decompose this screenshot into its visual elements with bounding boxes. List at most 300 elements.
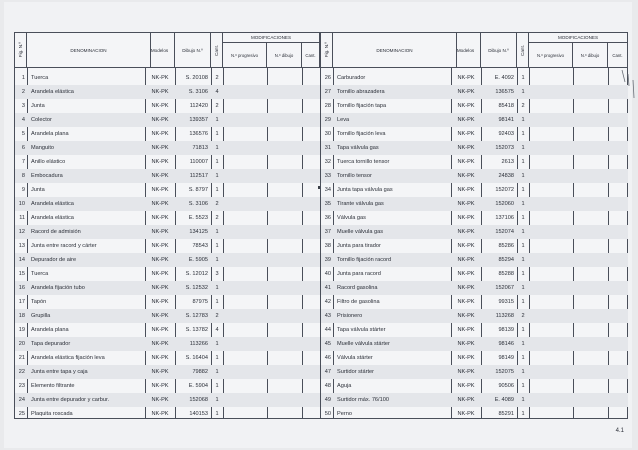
table-row <box>15 393 320 407</box>
cell-denominacion: Racord gasolina <box>337 285 378 291</box>
cell-fig: 1 <box>21 75 25 81</box>
cell-denominacion: Muelle válvula gas <box>337 229 384 235</box>
table-row <box>15 323 320 337</box>
cell-dibujo: S. 16404 <box>185 355 208 361</box>
cell-dibujo: 152060 <box>495 201 514 207</box>
cell-cant: 1 <box>521 173 525 179</box>
cell-modelo: NK-PK <box>457 383 475 389</box>
header-modificaciones-label: MODIFICACIONES <box>529 33 627 43</box>
table-row <box>15 127 320 141</box>
table-left-half <box>15 33 320 418</box>
cell-denominacion: Tuerca <box>31 271 49 277</box>
table-row <box>15 253 320 267</box>
cell-denominacion: Anillo elástico <box>31 159 66 165</box>
table-row <box>321 197 628 211</box>
cell-fig: 39 <box>324 257 331 263</box>
cell-dibujo: 99315 <box>498 299 514 305</box>
cell-denominacion: Junta <box>31 187 45 193</box>
header-cant <box>211 33 223 67</box>
cell-cant: 1 <box>521 159 525 165</box>
cell-dibujo: 139357 <box>189 117 208 123</box>
cell-denominacion: Prisionero <box>337 313 363 319</box>
cell-cant: 1 <box>215 243 219 249</box>
cell-cant: 1 <box>521 271 525 277</box>
cell-modelo: NK-PK <box>457 159 475 165</box>
header-dibujo-label: Dibujo N.º <box>182 47 203 53</box>
cell-modelo: NK-PK <box>151 75 169 81</box>
cell-cant: 2 <box>215 201 219 207</box>
cell-dibujo: 134125 <box>189 229 208 235</box>
header-denominacion <box>27 33 151 67</box>
table-row <box>15 99 320 113</box>
cell-modelo: NK-PK <box>151 145 169 151</box>
header-mod-cant: Cant. <box>608 43 628 67</box>
cell-modelo: NK-PK <box>457 355 475 361</box>
cell-cant: 1 <box>215 383 219 389</box>
table-row <box>15 85 320 99</box>
cell-dibujo: 113268 <box>495 313 514 319</box>
cell-denominacion: Tornillo fijación leva <box>337 131 386 137</box>
cell-cant: 1 <box>521 285 525 291</box>
cell-dibujo: 85291 <box>498 411 514 417</box>
cell-fig: 45 <box>324 341 331 347</box>
cell-cant: 1 <box>521 397 525 403</box>
cell-modelo: NK-PK <box>151 355 169 361</box>
cell-fig: 27 <box>324 89 331 95</box>
header-cant <box>517 33 529 67</box>
table-row <box>321 295 628 309</box>
cell-cant: 1 <box>521 299 525 305</box>
cell-fig: 37 <box>324 229 331 235</box>
cell-dibujo: 85286 <box>498 243 514 249</box>
cell-denominacion: Manguito <box>31 145 55 151</box>
cell-modelo: NK-PK <box>151 383 169 389</box>
table-header <box>15 33 320 68</box>
cell-fig: 20 <box>18 341 25 347</box>
cell-cant: 1 <box>215 341 219 347</box>
cell-modelo: NK-PK <box>151 397 169 403</box>
cell-dibujo: 87975 <box>192 299 208 305</box>
table-row <box>15 197 320 211</box>
cell-modelo: NK-PK <box>457 243 475 249</box>
cell-cant: 2 <box>215 75 219 81</box>
cell-dibujo: 98146 <box>498 341 514 347</box>
cell-fig: 21 <box>18 355 25 361</box>
cell-modelo: NK-PK <box>457 257 475 263</box>
cell-fig: 40 <box>324 271 331 277</box>
cell-modelo: NK-PK <box>151 173 169 179</box>
header-n-progresivo: N.º progresivo <box>223 43 267 67</box>
cell-fig: 23 <box>18 383 25 389</box>
header-n-dibujo: N.º dibujo <box>267 43 302 67</box>
cell-dibujo: 85288 <box>498 271 514 277</box>
cell-denominacion: Embocadura <box>31 173 63 179</box>
cell-fig: 24 <box>18 397 25 403</box>
cell-cant: 1 <box>521 411 525 417</box>
cell-dibujo: 112517 <box>189 173 208 179</box>
table-row <box>321 141 628 155</box>
cell-dibujo: 152068 <box>189 397 208 403</box>
cell-dibujo: 140153 <box>189 411 208 417</box>
cell-denominacion: Carburador <box>337 75 366 81</box>
header-modificaciones <box>529 33 628 67</box>
cell-dibujo: 136575 <box>495 89 514 95</box>
cell-dibujo: 137106 <box>495 215 514 221</box>
cell-modelo: NK-PK <box>457 313 475 319</box>
table-row <box>15 71 320 85</box>
cell-cant: 1 <box>521 201 525 207</box>
cell-fig: 49 <box>324 397 331 403</box>
cell-dibujo: 110007 <box>189 159 208 165</box>
cell-dibujo: E. 5904 <box>188 383 208 389</box>
cell-fig: 38 <box>324 243 331 249</box>
cell-dibujo: S. 8797 <box>188 187 208 193</box>
cell-denominacion: Tapa depurador <box>31 341 71 347</box>
header-modelos <box>145 33 175 67</box>
cell-modelo: NK-PK <box>457 131 475 137</box>
cell-denominacion: Arandela elástica fijación leva <box>31 355 105 361</box>
cell-modelo: NK-PK <box>151 341 169 347</box>
cell-modelo: NK-PK <box>151 243 169 249</box>
cell-denominacion: Surtidor stárter <box>337 369 374 375</box>
cell-denominacion: Tornillo abrazadera <box>337 89 385 95</box>
cell-denominacion: Grupilla <box>31 313 51 319</box>
table-row <box>321 183 628 197</box>
cell-dibujo: S. 12532 <box>185 285 208 291</box>
table-row <box>321 71 628 85</box>
cell-modelo: NK-PK <box>457 103 475 109</box>
cell-fig: 33 <box>324 173 331 179</box>
cell-denominacion: Tapón <box>31 299 47 305</box>
cell-fig: 41 <box>324 285 331 291</box>
cell-denominacion: Junta para racord <box>337 271 381 277</box>
page-number: 4.1 <box>615 428 624 434</box>
cell-fig: 4 <box>21 117 25 123</box>
table-row <box>15 141 320 155</box>
table-row <box>321 281 628 295</box>
cell-cant: 2 <box>521 313 525 319</box>
header-modelos-label: Modelos <box>456 47 475 53</box>
header-modelos-label: Modelos <box>150 47 169 53</box>
cell-modelo: NK-PK <box>151 285 169 291</box>
cell-modelo: NK-PK <box>457 397 475 403</box>
cell-modelo: NK-PK <box>457 327 475 333</box>
table-row <box>15 267 320 281</box>
cell-modelo: NK-PK <box>151 201 169 207</box>
cell-denominacion: Elemento filtrante <box>31 383 75 389</box>
cell-modelo: NK-PK <box>151 117 169 123</box>
table-row <box>321 309 628 323</box>
cell-cant: 2 <box>215 103 219 109</box>
cell-cant: 1 <box>521 243 525 249</box>
cell-modelo: NK-PK <box>457 369 475 375</box>
cell-fig: 6 <box>21 145 25 151</box>
cell-cant: 1 <box>521 187 525 193</box>
cell-fig: 10 <box>18 201 25 207</box>
table-right-half <box>320 33 628 418</box>
scan-pen-marks <box>619 68 638 108</box>
table-row <box>321 393 628 407</box>
table-row <box>15 309 320 323</box>
cell-modelo: NK-PK <box>457 285 475 291</box>
header-modificaciones-label: MODIFICACIONES <box>223 33 319 43</box>
table-row <box>321 253 628 267</box>
cell-fig: 15 <box>18 271 25 277</box>
cell-fig: 2 <box>21 89 25 95</box>
table-row <box>15 379 320 393</box>
cell-dibujo: 136576 <box>189 131 208 137</box>
cell-dibujo: 98149 <box>498 355 514 361</box>
cell-cant: 1 <box>215 187 219 193</box>
cell-denominacion: Depurador de aire <box>31 257 77 263</box>
cell-denominacion: Muelle válvula stárter <box>337 341 390 347</box>
cell-cant: 1 <box>215 355 219 361</box>
cell-modelo: NK-PK <box>457 215 475 221</box>
cell-dibujo: E. 4092 <box>494 75 514 81</box>
cell-dibujo: S. 12783 <box>185 313 208 319</box>
table-row <box>321 113 628 127</box>
cell-dibujo: 78543 <box>192 243 208 249</box>
header-modificaciones <box>223 33 320 67</box>
table-row <box>321 99 628 113</box>
cell-cant: 1 <box>215 257 219 263</box>
cell-cant: 1 <box>521 229 525 235</box>
cell-cant: 1 <box>521 215 525 221</box>
cell-denominacion: Arandela elástica <box>31 215 74 221</box>
cell-cant: 1 <box>521 369 525 375</box>
parts-table <box>14 32 628 419</box>
table-row <box>15 239 320 253</box>
header-fig-label: Fig. N.º <box>18 42 23 58</box>
cell-cant: 1 <box>215 159 219 165</box>
cell-dibujo: 152073 <box>495 145 514 151</box>
cell-cant: 1 <box>215 299 219 305</box>
cell-fig: 43 <box>324 313 331 319</box>
cell-denominacion: Arandela fijación tubo <box>31 285 85 291</box>
cell-cant: 1 <box>215 369 219 375</box>
table-header <box>321 33 628 68</box>
table-row <box>15 407 320 421</box>
table-row <box>321 351 628 365</box>
cell-cant: 1 <box>521 131 525 137</box>
cell-fig: 29 <box>324 117 331 123</box>
cell-dibujo: S. 20108 <box>185 75 208 81</box>
cell-dibujo: S. 3106 <box>188 201 208 207</box>
cell-denominacion: Leva <box>337 117 350 123</box>
cell-fig: 22 <box>18 369 25 375</box>
cell-fig: 13 <box>18 243 25 249</box>
table-row <box>15 351 320 365</box>
document-page <box>4 2 632 448</box>
cell-fig: 9 <box>21 187 25 193</box>
cell-dibujo: 85418 <box>498 103 514 109</box>
cell-fig: 26 <box>324 75 331 81</box>
cell-dibujo: S. 3106 <box>188 89 208 95</box>
cell-modelo: NK-PK <box>457 201 475 207</box>
header-denominacion-label: DENOMINACION <box>376 47 413 53</box>
cell-denominacion: Tapa válvula gas <box>337 145 379 151</box>
cell-dibujo: 152075 <box>495 369 514 375</box>
cell-denominacion: Válvula stárter <box>337 355 373 361</box>
cell-fig: 16 <box>18 285 25 291</box>
cell-modelo: NK-PK <box>457 229 475 235</box>
cell-modelo: NK-PK <box>457 187 475 193</box>
cell-denominacion: Racord de admisión <box>31 229 81 235</box>
cell-modelo: NK-PK <box>151 89 169 95</box>
cell-cant: 1 <box>215 397 219 403</box>
cell-modelo: NK-PK <box>151 271 169 277</box>
cell-cant: 1 <box>215 411 219 417</box>
cell-fig: 50 <box>324 411 331 417</box>
cell-dibujo: 98139 <box>498 327 514 333</box>
cell-cant: 2 <box>215 313 219 319</box>
cell-modelo: NK-PK <box>151 187 169 193</box>
cell-fig: 47 <box>324 369 331 375</box>
cell-cant: 1 <box>521 341 525 347</box>
header-fig-label: Fig. N.º <box>324 42 329 58</box>
cell-cant: 4 <box>215 89 219 95</box>
cell-denominacion: Junta entre depurador y carbur. <box>31 397 110 403</box>
cell-fig: 46 <box>324 355 331 361</box>
cell-dibujo: 152074 <box>495 229 514 235</box>
table-row <box>15 295 320 309</box>
cell-modelo: NK-PK <box>151 411 169 417</box>
header-denominacion-label: DENOMINACION <box>70 47 107 53</box>
cell-fig: 32 <box>324 159 331 165</box>
cell-denominacion: Surtidor máx. 76/100 <box>337 397 389 403</box>
table-row <box>321 323 628 337</box>
header-dibujo-label: Dibujo N.º <box>488 47 509 53</box>
cell-denominacion: Arandela elástica <box>31 89 74 95</box>
cell-dibujo: 90506 <box>498 383 514 389</box>
table-row <box>15 211 320 225</box>
cell-cant: 2 <box>215 215 219 221</box>
cell-dibujo: 92403 <box>498 131 514 137</box>
header-dibujo <box>481 33 517 67</box>
cell-fig: 28 <box>324 103 331 109</box>
table-row <box>15 225 320 239</box>
cell-cant: 2 <box>521 103 525 109</box>
header-mod-cant: Cant. <box>302 43 320 67</box>
cell-modelo: NK-PK <box>151 369 169 375</box>
cell-cant: 4 <box>215 327 219 333</box>
cell-fig: 11 <box>19 215 25 221</box>
cell-denominacion: Filtro de gasolina <box>337 299 380 305</box>
table-row <box>321 365 628 379</box>
cell-denominacion: Tuerca <box>31 75 49 81</box>
table-row <box>321 407 628 421</box>
cell-dibujo: 24838 <box>498 173 514 179</box>
cell-modelo: NK-PK <box>457 299 475 305</box>
cell-dibujo: 2613 <box>501 159 514 165</box>
table-row <box>15 183 320 197</box>
cell-fig: 14 <box>18 257 25 263</box>
cell-denominacion: Colector <box>31 117 52 123</box>
cell-modelo: NK-PK <box>457 411 475 417</box>
cell-dibujo: 152067 <box>495 285 514 291</box>
table-row <box>321 127 628 141</box>
header-n-progresivo: N.º progresivo <box>529 43 573 67</box>
cell-modelo: NK-PK <box>151 299 169 305</box>
cell-cant: 1 <box>215 285 219 291</box>
cell-cant: 1 <box>215 117 219 123</box>
header-fig <box>321 33 333 67</box>
cell-modelo: NK-PK <box>457 117 475 123</box>
cell-denominacion: Junta entre racord y cárter <box>31 243 97 249</box>
cell-modelo: NK-PK <box>151 327 169 333</box>
cell-denominacion: Tirante válvula gas <box>337 201 384 207</box>
cell-modelo: NK-PK <box>151 103 169 109</box>
cell-cant: 1 <box>521 383 525 389</box>
table-row <box>15 365 320 379</box>
cell-denominacion: Junta para tirador <box>337 243 381 249</box>
table-row <box>321 225 628 239</box>
cell-denominacion: Tuerca tornillo tensor <box>337 159 390 165</box>
cell-fig: 42 <box>324 299 331 305</box>
cell-fig: 36 <box>324 215 331 221</box>
cell-fig: 25 <box>18 411 25 417</box>
cell-fig: 7 <box>21 159 25 165</box>
cell-fig: 30 <box>324 131 331 137</box>
cell-dibujo: 98141 <box>498 117 514 123</box>
cell-dibujo: E. 5523 <box>188 215 208 221</box>
cell-cant: 1 <box>521 355 525 361</box>
cell-modelo: NK-PK <box>457 75 475 81</box>
cell-cant: 1 <box>521 145 525 151</box>
cell-modelo: NK-PK <box>151 257 169 263</box>
cell-modelo: NK-PK <box>457 173 475 179</box>
table-row <box>321 85 628 99</box>
cell-denominacion: Tapa válvula stárter <box>337 327 386 333</box>
cell-fig: 34 <box>324 187 331 193</box>
cell-dibujo: S. 13782 <box>185 327 208 333</box>
cell-modelo: NK-PK <box>457 145 475 151</box>
cell-denominacion: Aguja <box>337 383 352 389</box>
table-row <box>321 169 628 183</box>
cell-denominacion: Tornillo fijación tapa <box>337 103 387 109</box>
header-dibujo <box>175 33 211 67</box>
table-row <box>15 113 320 127</box>
table-row <box>321 211 628 225</box>
cell-fig: 31 <box>324 145 331 151</box>
cell-cant: 1 <box>215 131 219 137</box>
table-row <box>321 379 628 393</box>
table-row <box>321 337 628 351</box>
cell-denominacion: Tornillo tensor <box>337 173 372 179</box>
cell-cant: 1 <box>215 173 219 179</box>
header-cant-label: Cant. <box>214 44 219 56</box>
cell-denominacion: Perno <box>337 411 352 417</box>
cell-modelo: NK-PK <box>457 271 475 277</box>
cell-modelo: NK-PK <box>151 215 169 221</box>
cell-denominacion: Junta entre tapa y caja <box>31 369 88 375</box>
cell-cant: 1 <box>521 327 525 333</box>
cell-dibujo: 71813 <box>192 145 208 151</box>
cell-denominacion: Válvula gas <box>337 215 366 221</box>
cell-dibujo: 79882 <box>192 369 208 375</box>
cell-modelo: NK-PK <box>457 89 475 95</box>
cell-fig: 17 <box>18 299 25 305</box>
cell-denominacion: Arandela elástica <box>31 201 74 207</box>
cell-fig: 5 <box>21 131 25 137</box>
cell-modelo: NK-PK <box>457 341 475 347</box>
table-row <box>15 155 320 169</box>
cell-cant: 1 <box>521 75 525 81</box>
cell-dibujo: E. 4089 <box>494 397 514 403</box>
cell-fig: 19 <box>18 327 25 333</box>
cell-dibujo: E. 5905 <box>188 257 208 263</box>
cell-cant: 1 <box>521 89 525 95</box>
